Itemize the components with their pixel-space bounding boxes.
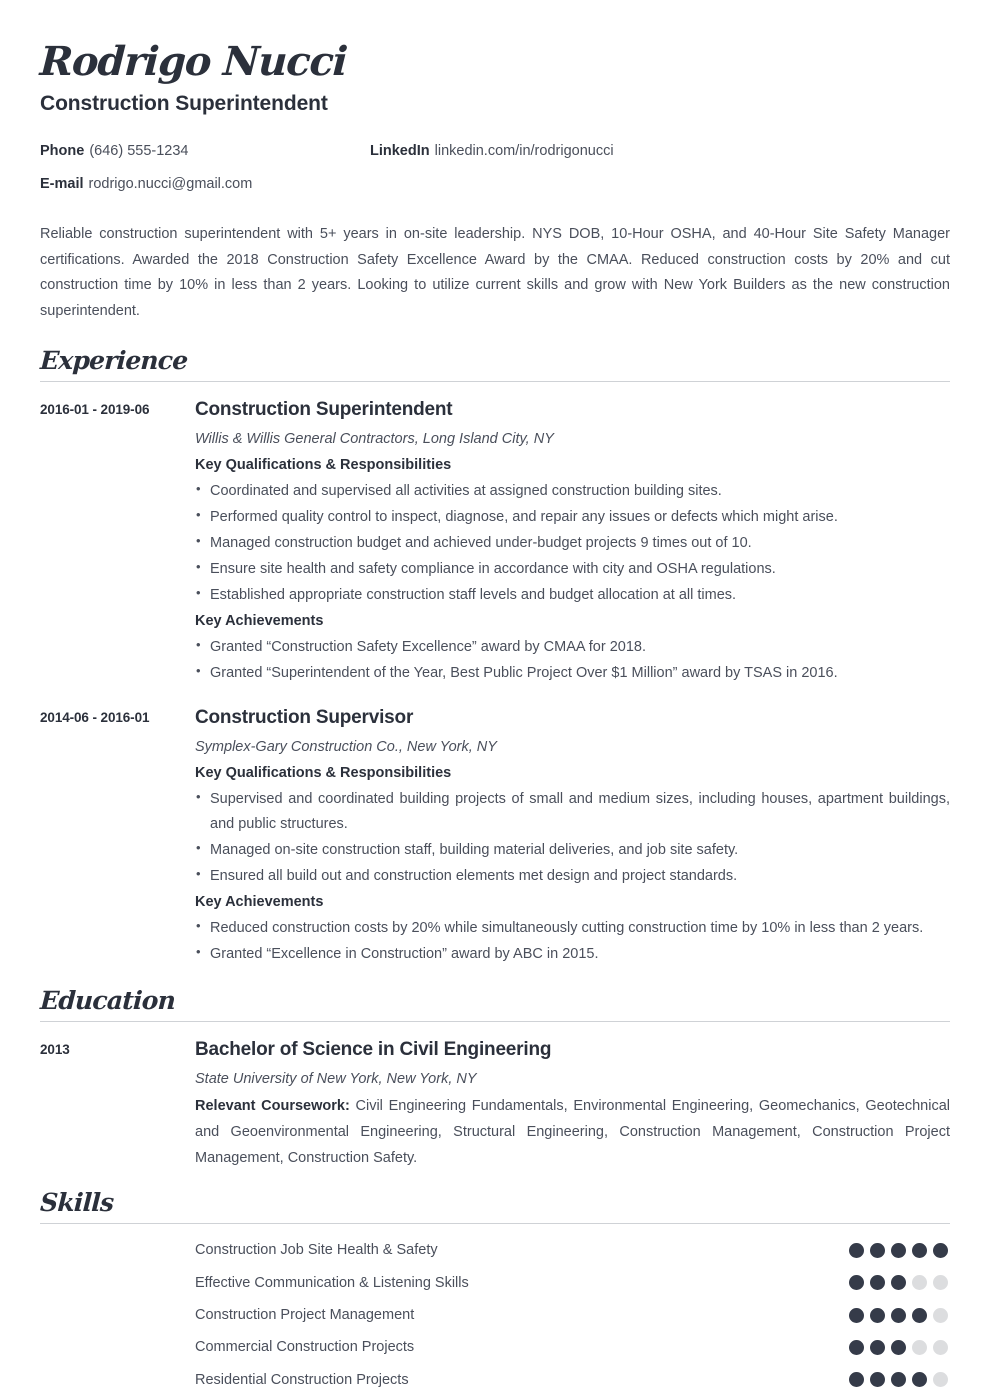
rating-dot-filled xyxy=(891,1275,906,1290)
contact-linkedin-value[interactable]: linkedin.com/in/rodrigonucci xyxy=(434,143,614,160)
rating-dot-filled xyxy=(870,1243,885,1258)
professional-summary: Reliable construction superintendent with 5+ years in on-site leadership. NYS DOB, 10-Hour OSHA, and 40-Hour Site Safety Manager certifications. Awarded the 2018 Construction Safety Excellence Award by the CMAA. Reduced construction costs by 20% and cut construction time by 10% in less than 2 years. Looking to utilize current skills and grow with New York Builders as the new construction superintendent. xyxy=(40,225,950,320)
contact-email-value[interactable]: rodrigo.nucci@gmail.com xyxy=(88,176,253,193)
experience-body xyxy=(195,706,950,969)
section-education xyxy=(40,987,950,1171)
rating-dot-filled xyxy=(849,1340,864,1355)
experience-qualifications-list xyxy=(195,479,950,608)
experience-body xyxy=(195,398,950,688)
experience-entry xyxy=(40,398,950,688)
experience-achievements-label: Key Achievements xyxy=(195,893,324,910)
skill-rating xyxy=(849,1308,950,1323)
list-item: • Ensured all build out and construction elements met design and project standards. xyxy=(195,864,950,889)
experience-date: 2014-06 - 2016-01 xyxy=(40,709,150,725)
section-heading-experience: Experience xyxy=(39,346,189,376)
skill-label: Construction Job Site Health & Safety xyxy=(195,1242,438,1259)
education-body xyxy=(195,1038,950,1171)
section-heading-skills: Skills xyxy=(39,1188,115,1218)
rating-dot-filled xyxy=(849,1275,864,1290)
rating-dot-filled xyxy=(912,1308,927,1323)
rating-dot-filled xyxy=(891,1308,906,1323)
rating-dot-filled xyxy=(891,1243,906,1258)
education-institution: State University of New York, New York, NY xyxy=(195,1070,477,1087)
section-divider xyxy=(40,1223,950,1224)
experience-achievements-label: Key Achievements xyxy=(195,612,324,629)
skill-row xyxy=(40,1305,950,1325)
experience-date: 2016-01 - 2019-06 xyxy=(40,402,150,418)
rating-dot-filled xyxy=(891,1372,906,1387)
skills-list xyxy=(40,1240,950,1389)
skill-label: Construction Project Management xyxy=(195,1306,415,1323)
section-heading-education: Education xyxy=(39,985,176,1015)
list-item: • Granted “Superintendent of the Year, Best Public Project Over $1 Million” award by TSAS in 2016. xyxy=(195,661,950,686)
rating-dot-filled xyxy=(870,1372,885,1387)
section-divider xyxy=(40,381,950,382)
rating-dot-filled xyxy=(849,1308,864,1323)
contact-phone-label: Phone xyxy=(40,143,85,160)
skill-row xyxy=(40,1370,950,1390)
candidate-job-title: Construction Superintendent xyxy=(40,92,328,116)
contact-email xyxy=(40,175,370,194)
skill-row xyxy=(40,1273,950,1293)
rating-dot-empty xyxy=(933,1340,948,1355)
rating-dot-filled xyxy=(912,1243,927,1258)
experience-job-title: Construction Superintendent xyxy=(195,399,453,421)
section-divider xyxy=(40,1021,950,1022)
contact-details xyxy=(40,142,950,194)
experience-qualifications-list xyxy=(195,787,950,889)
education-coursework-value: Civil Engineering Fundamentals, Environmental Engineering, Geomechanics, Geotechnical and Geoenvironmental Engineering, Structural Engineering, Construction Management, Construction Project Management, Construction Safety. xyxy=(195,1097,950,1166)
list-item: • Reduced construction costs by 20% while simultaneously cutting construction time by 10% in less than 2 years. xyxy=(195,916,950,941)
experience-employer: Willis & Willis General Contractors, Long Island City, NY xyxy=(195,430,554,447)
experience-employer: Symplex-Gary Construction Co., New York, NY xyxy=(195,738,497,755)
skill-row xyxy=(40,1240,950,1260)
rating-dot-empty xyxy=(933,1275,948,1290)
list-item: • Ensure site health and safety compliance in accordance with city and OSHA regulations. xyxy=(195,557,950,582)
education-date: 2013 xyxy=(40,1041,70,1057)
contact-phone-value: (646) 555-1234 xyxy=(89,143,189,160)
experience-entry xyxy=(40,706,950,969)
rating-dot-filled xyxy=(849,1372,864,1387)
education-entry xyxy=(40,1038,950,1171)
education-coursework-label: Relevant Coursework: xyxy=(195,1097,350,1114)
list-item: • Managed construction budget and achieved under-budget projects 9 times out of 10. xyxy=(195,531,950,556)
rating-dot-empty xyxy=(933,1308,948,1323)
rating-dot-filled xyxy=(870,1340,885,1355)
list-item: • Established appropriate construction staff levels and budget allocation at all times. xyxy=(195,583,950,608)
skill-label: Effective Communication & Listening Skills xyxy=(195,1274,469,1291)
candidate-name: Rodrigo Nucci xyxy=(38,38,348,85)
rating-dot-empty xyxy=(933,1372,948,1387)
rating-dot-filled xyxy=(870,1275,885,1290)
skill-label: Commercial Construction Projects xyxy=(195,1339,415,1356)
skill-label: Residential Construction Projects xyxy=(195,1371,409,1388)
experience-job-title: Construction Supervisor xyxy=(195,706,414,728)
list-item: • Supervised and coordinated building projects of small and medium sizes, including houses, apartment buildings, and public structures. xyxy=(195,787,950,837)
rating-dot-filled xyxy=(870,1308,885,1323)
rating-dot-filled xyxy=(912,1372,927,1387)
skill-rating xyxy=(849,1275,950,1290)
experience-achievements-list xyxy=(195,916,950,967)
list-item: • Performed quality control to inspect, diagnose, and repair any issues or defects which might arise. xyxy=(195,505,950,530)
education-coursework xyxy=(195,1094,950,1171)
skill-row xyxy=(40,1337,950,1357)
rating-dot-empty xyxy=(912,1340,927,1355)
resume-header xyxy=(40,40,950,325)
rating-dot-filled xyxy=(891,1340,906,1355)
list-item: • Granted “Excellence in Construction” award by ABC in 2015. xyxy=(195,942,950,967)
rating-dot-filled xyxy=(849,1243,864,1258)
contact-linkedin-label: LinkedIn xyxy=(370,143,430,160)
skill-rating xyxy=(849,1243,950,1258)
experience-qualifications-label: Key Qualifications & Responsibilities xyxy=(195,457,452,474)
contact-linkedin xyxy=(370,142,930,161)
education-degree: Bachelor of Science in Civil Engineering xyxy=(195,1038,552,1060)
list-item: • Granted “Construction Safety Excellence” award by CMAA for 2018. xyxy=(195,635,950,660)
skill-rating xyxy=(849,1340,950,1355)
section-skills xyxy=(40,1189,950,1389)
experience-qualifications-label: Key Qualifications & Responsibilities xyxy=(195,764,452,781)
rating-dot-filled xyxy=(933,1243,948,1258)
section-experience xyxy=(40,347,950,969)
experience-achievements-list xyxy=(195,635,950,686)
contact-phone xyxy=(40,142,370,161)
contact-email-label: E-mail xyxy=(40,176,84,193)
rating-dot-empty xyxy=(912,1275,927,1290)
list-item: • Managed on-site construction staff, building material deliveries, and job site safety. xyxy=(195,838,950,863)
skill-rating xyxy=(849,1372,950,1387)
list-item: • Coordinated and supervised all activities at assigned construction building sites. xyxy=(195,479,950,504)
